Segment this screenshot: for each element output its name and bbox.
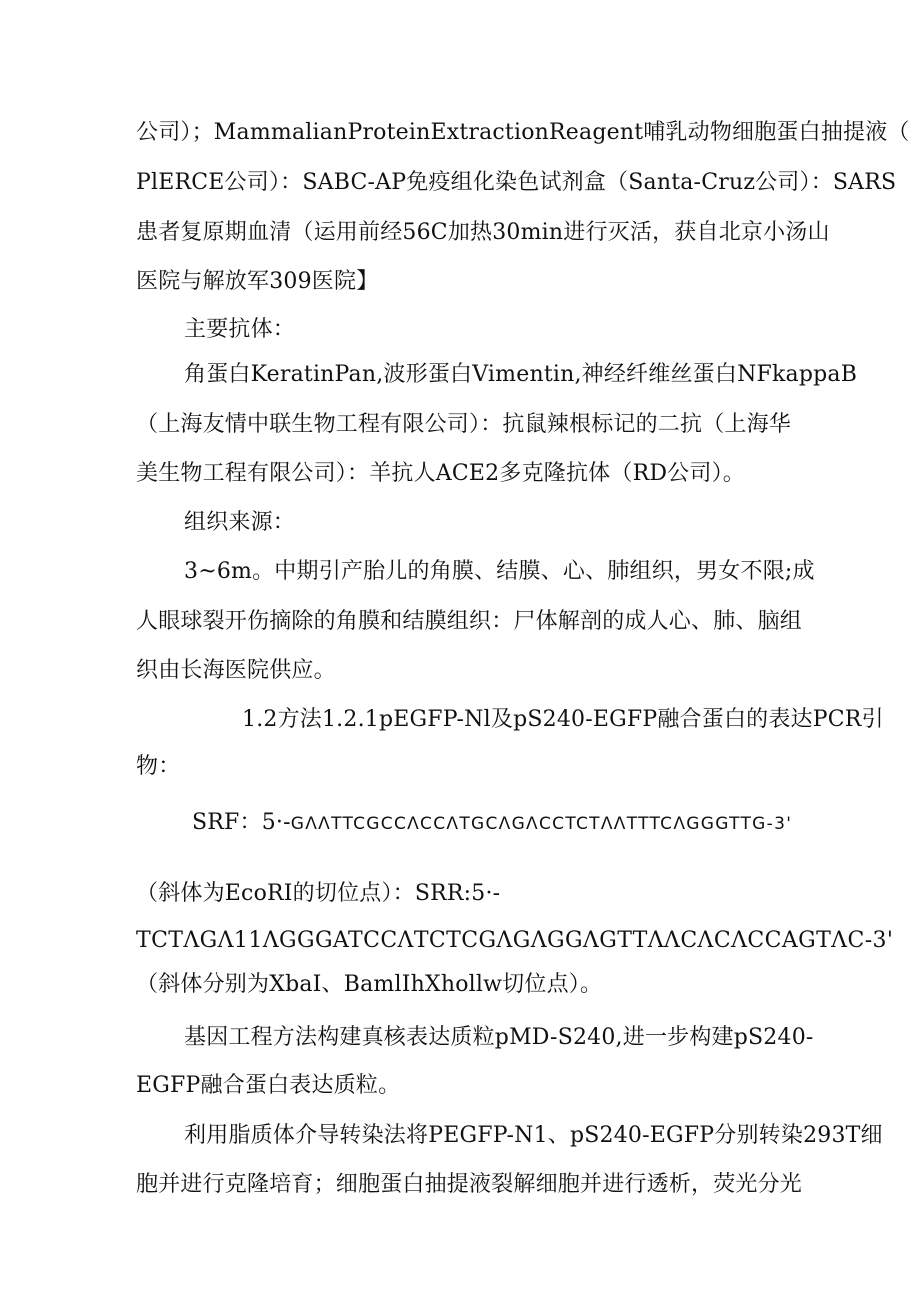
text-line: 物： (136, 754, 181, 779)
srf-prefix: SRF：5·- (192, 810, 291, 835)
methods-heading: 1.2方法1.2.1pEGFP-Nl及pS240-EGFP融合蛋白的表达PCR引 (242, 707, 884, 732)
text-line: EGFP融合蛋白表达质粒。 (136, 1073, 401, 1098)
srf-primer-line (192, 808, 793, 839)
srf-sequence: GΛΛTTCGCCΛCCΛTGCΛGΛCCTCTΛΛTTTCΛGGGTTG-3' (290, 814, 793, 834)
text-line: （上海友情中联生物工程有限公司）：抗鼠辣根标记的二抗（上海华 (136, 412, 792, 437)
srr-sequence-line: TCTΛGΛ11ΛGGGATCCΛTCTCGΛGΛGGΛGTTΛΛCΛCΛCCAGTΛC-3' (136, 928, 894, 953)
section-heading-antibodies: 主要抗体： (184, 317, 296, 342)
section-heading-tissue: 组织来源： (184, 510, 296, 535)
text-line: 患者复原期血清（运用前经56C加热30min进行灭活，获自北京小汤山 (136, 220, 830, 245)
text-line: 美生物工程有限公司）：羊抗人ACE2多克隆抗体（RD公司）。 (136, 461, 745, 486)
text-line: 公司）；MammalianProteinExtractionReagent哺乳动物细胞蛋白抽提液（ (136, 120, 910, 145)
text-line: 医院与解放军309医院】 (136, 269, 379, 294)
text-line: 利用脂质体介导转染法将PEGFP-N1、pS240-EGFP分别转染293T细 (184, 1123, 883, 1148)
text-line: 人眼球裂开伤摘除的角膜和结膜组织：尸体解剖的成人心、肺、脑组 (136, 609, 803, 634)
text-line: （斜体分别为XbaI、BamlIhXhollw切位点）。 (136, 972, 603, 997)
text-line: 胞并进行克隆培育；细胞蛋白抽提液裂解细胞并进行透析，荧光分光 (136, 1172, 803, 1197)
text-line: 角蛋白KeratinPan,波形蛋白Vimentin,神经纤维丝蛋白NFkappaB (184, 362, 858, 387)
text-line: 织由长海医院供应。 (136, 658, 336, 683)
text-line: （斜体为EcoRI的切位点）：SRR:5·- (136, 881, 501, 906)
text-line: 基因工程方法构建真核表达质粒pMD-S240,进一步构建pS240- (184, 1025, 814, 1050)
text-line: PlERCE公司）：SABC-AP免疫组化染色试剂盒（Santa-Cruz公司）：SARS (136, 170, 897, 195)
text-line: 3~6m。中期引产胎儿的角膜、结膜、心、肺组织，男女不限;成 (184, 559, 815, 584)
